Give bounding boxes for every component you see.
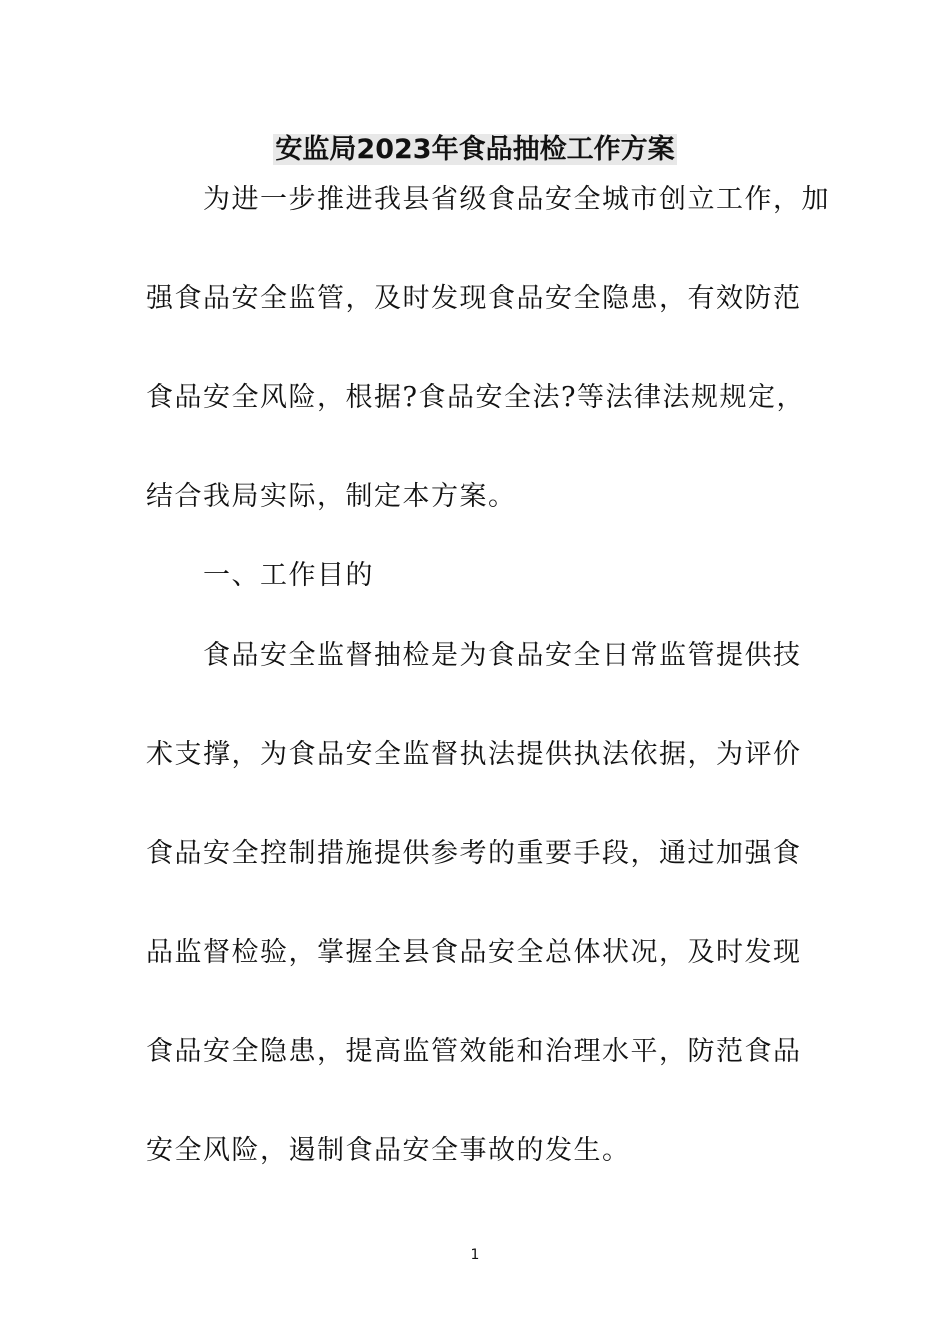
document-title [0, 130, 950, 170]
paragraph-line: 安全风险，遏制食品安全事故的发生。 [146, 1135, 631, 1166]
paragraph-line: 食品安全监督抽检是为食品安全日常监管提供技 [203, 640, 802, 671]
document-title-text: 安监局2023年食品抽检工作方案 [275, 134, 675, 165]
paragraph-line: 术支撑，为食品安全监督执法提供执法依据，为评价 [146, 739, 802, 770]
paragraph-line: 品监督检验，掌握全县食品安全总体状况，及时发现 [146, 937, 802, 968]
paragraph-line: 食品安全隐患，提高监管效能和治理水平，防范食品 [146, 1036, 802, 1067]
paragraph-line: 为进一步推进我县省级食品安全城市创立工作，加 [203, 184, 830, 215]
section-heading: 一、工作目的 [203, 560, 374, 591]
paragraph-line: 强食品安全监管，及时发现食品安全隐患，有效防范 [146, 283, 802, 314]
page-number: 1 [470, 1247, 480, 1263]
paragraph-line: 食品安全风险，根据?食品安全法?等法律法规规定， [146, 382, 805, 413]
paragraph-line: 结合我局实际，制定本方案。 [146, 481, 517, 512]
paragraph-line: 食品安全控制措施提供参考的重要手段，通过加强食 [146, 838, 802, 869]
